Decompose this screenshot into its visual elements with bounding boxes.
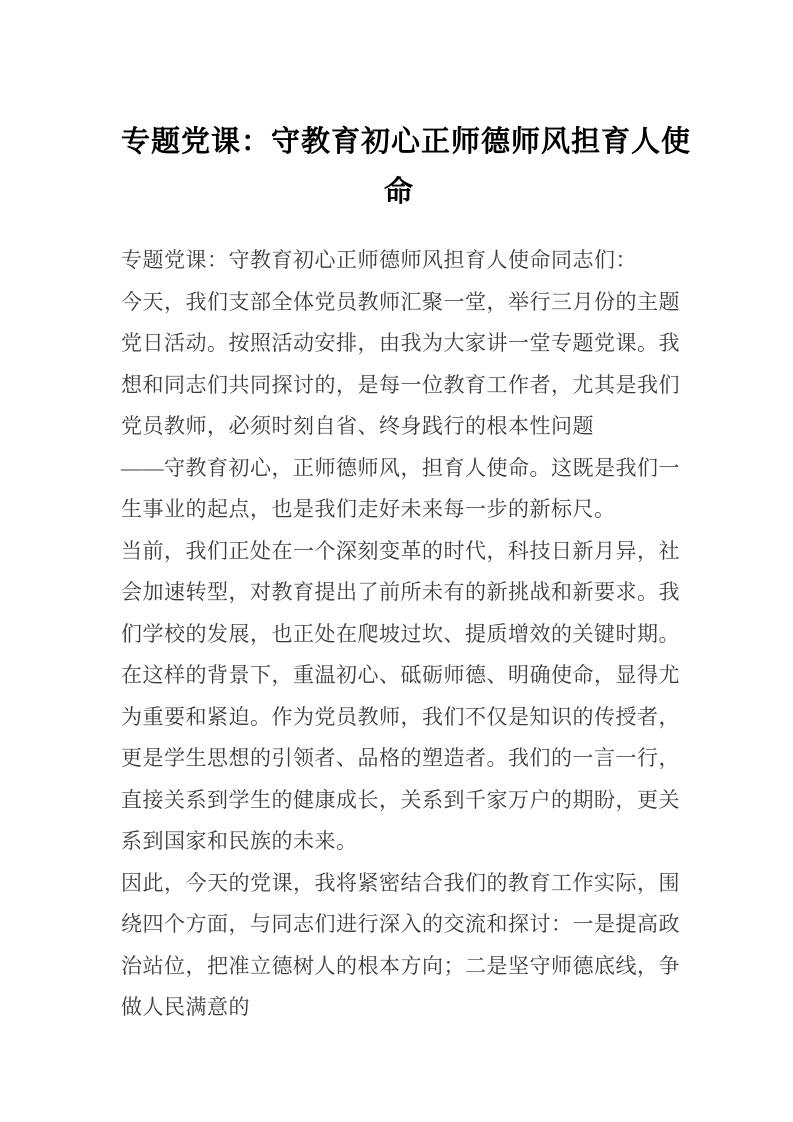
document-body-line: 生事业的起点，也是我们走好未来每一步的新标尺。: [121, 497, 616, 521]
document-body: [121, 240, 680, 1029]
document-body-line: 们学校的发展，也正处在爬坡过坎、提质增效的关键时期。: [121, 621, 680, 646]
document-body-line: 做人民满意的: [121, 995, 250, 1019]
document-body-line: 在这样的背景下，重温初心、砥砺师德、明确使命，显得尤: [121, 663, 680, 687]
document-title: [121, 117, 692, 217]
document-body-line: 为重要和紧迫。作为党员教师，我们不仅是知识的传授者，: [121, 704, 680, 729]
document-body-line: 绕四个方面，与同志们进行深入的交流和探讨：一是提高政: [121, 912, 680, 936]
document-title-line: 专题党课：守教育初心正师德师风担育人使: [121, 126, 692, 158]
document-body-line: 直接关系到学生的健康成长，关系到千家万户的期盼，更关: [121, 787, 680, 812]
document-body-line: 会加速转型，对教育提出了前所未有的新挑战和新要求。我: [121, 580, 680, 604]
document-body-line: 系到国家和民族的未来。: [121, 829, 358, 853]
document-body-line: 治站位，把准立德树人的根本方向；二是坚守师德底线，争: [121, 953, 680, 978]
document-body-line: 想和同志们共同探讨的，是每一位教育工作者，尤其是我们: [121, 372, 680, 397]
document-body-line: 因此，今天的党课，我将紧密结合我们的教育工作实际，围: [121, 870, 680, 895]
document-body-line: 专题党课：守教育初心正师德师风担育人使命同志们：: [121, 248, 637, 272]
document-body-line: 今天，我们支部全体党员教师汇聚一堂，举行三月份的主题: [121, 289, 680, 314]
document-title-line: 命: [383, 176, 414, 208]
document-body-line: 当前，我们正处在一个深刻变革的时代，科技日新月异，社: [121, 538, 680, 563]
document-body-line: 党员教师，必须时刻自省、终身践行的根本性问题: [121, 414, 594, 438]
document-body-line: 更是学生思想的引领者、品格的塑造者。我们的一言一行，: [121, 746, 680, 770]
document-body-line: ——守教育初心，正师德师风，担育人使命。这既是我们一: [121, 455, 680, 480]
document-body-line: 党日活动。按照活动安排，由我为大家讲一堂专题党课。我: [121, 331, 680, 355]
document-content: [121, 117, 692, 1029]
